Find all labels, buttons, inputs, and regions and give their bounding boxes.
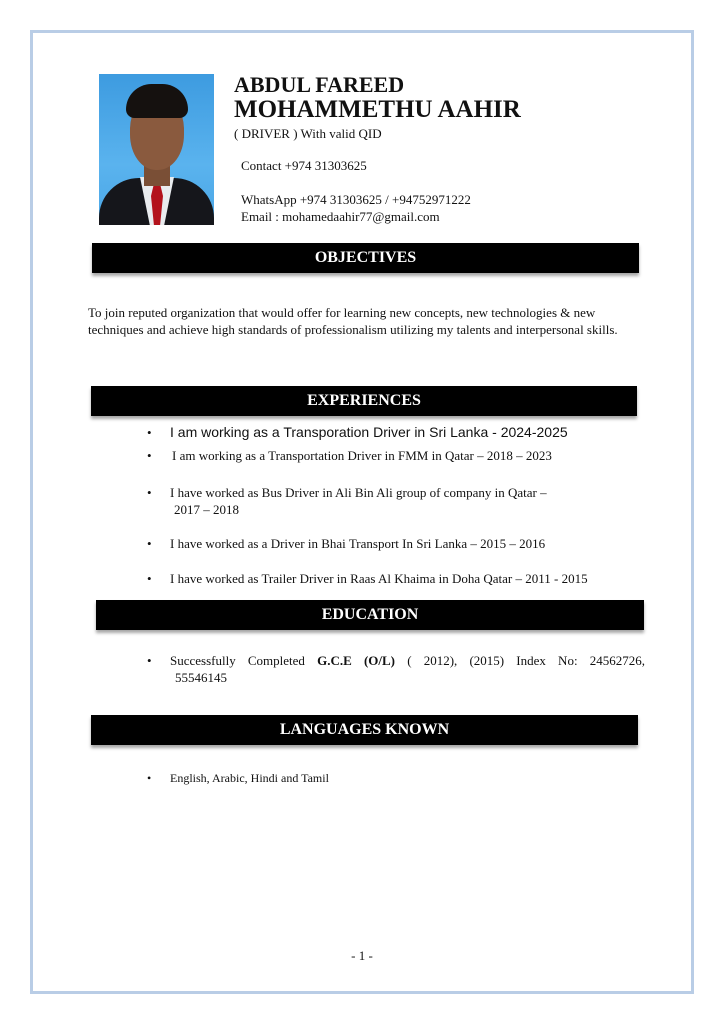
name-first-line: ABDUL FAREED <box>234 72 405 97</box>
bullet: • <box>147 571 152 586</box>
experience-text: I am working as a Transportation Driver in FMM in Qatar – 2018 – 2023 <box>172 448 552 463</box>
experiences-heading: EXPERIENCES <box>91 386 637 416</box>
languages-text: English, Arabic, Hindi and Tamil <box>170 771 329 785</box>
whatsapp-line: WhatsApp +974 31303625 / +94752971222 <box>241 192 471 207</box>
experience-text-continued: 2017 – 2018 <box>174 502 239 517</box>
education-text <box>170 652 645 669</box>
education-prefix: Successfully Completed <box>170 653 318 668</box>
role-line: ( DRIVER ) With valid QID <box>234 126 382 141</box>
contact-line: Contact +974 31303625 <box>241 158 367 173</box>
bullet: • <box>147 536 152 551</box>
objective-text: To join reputed organization that would offer for learning new concepts, new technologies & new techniques and achieve high standards of professionalism utilizing my talents and interpersonal skills. <box>88 305 618 337</box>
experience-text: I am working as a Transporation Driver in Sri Lanka - 2024-2025 <box>170 424 568 440</box>
bullet: • <box>147 485 152 500</box>
experience-text: I have worked as Trailer Driver in Raas Al Khaima in Doha Qatar – 2011 - 2015 <box>170 571 588 586</box>
experience-text: I have worked as Bus Driver in Ali Bin Ali group of company in Qatar – <box>170 485 547 500</box>
profile-photo <box>99 74 214 225</box>
objectives-heading: OBJECTIVES <box>92 243 639 273</box>
bullet: • <box>147 448 152 463</box>
bullet: • <box>147 653 152 668</box>
education-heading: EDUCATION <box>96 600 644 630</box>
experience-text: I have worked as a Driver in Bhai Transport In Sri Lanka – 2015 – 2016 <box>170 536 546 551</box>
education-index-continued: 55546145 <box>175 670 227 685</box>
page-number: - 1 - <box>351 948 373 963</box>
languages-heading: LANGUAGES KNOWN <box>91 715 638 745</box>
bullet: • <box>147 771 152 785</box>
name-second-line: MOHAMMETHU AAHIR <box>234 96 521 123</box>
education-qualification: G.C.E (O/L) <box>317 653 396 668</box>
email-line: Email : mohamedaahir77@gmail.com <box>241 209 440 224</box>
education-suffix: ( 2012), (2015) Index No: 24562726, <box>395 653 645 668</box>
bullet: • <box>147 425 152 440</box>
